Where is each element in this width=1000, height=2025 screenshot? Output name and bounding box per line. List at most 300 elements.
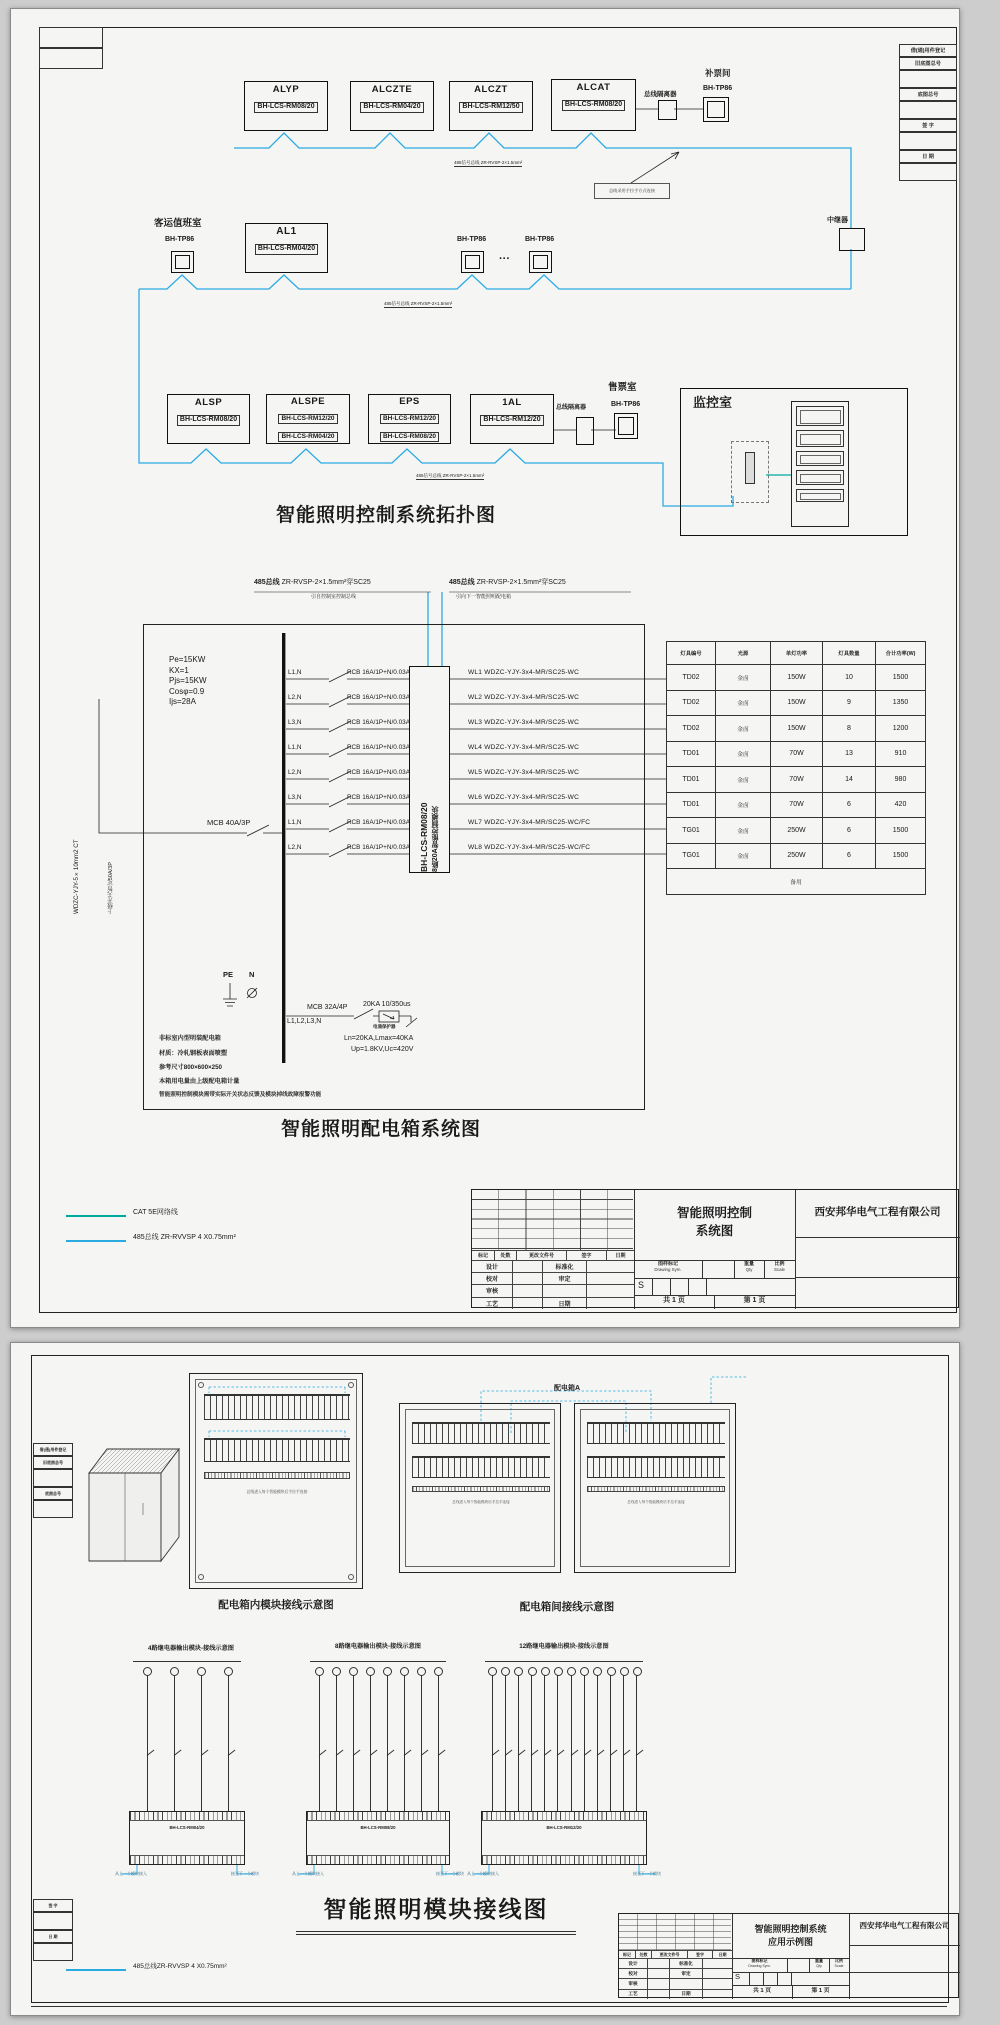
role-row <box>619 1978 732 1988</box>
cell: 1350 <box>876 690 926 716</box>
server-unit <box>745 452 755 484</box>
din-module-row <box>587 1422 725 1444</box>
in-note: 从上一个模块接入 <box>467 1871 499 1876</box>
cell: 13 <box>823 741 876 767</box>
terminal-strip <box>412 1486 550 1492</box>
panel-box-alcat <box>551 79 636 131</box>
title-underline <box>296 1931 576 1932</box>
lamp-icon <box>332 1667 341 1676</box>
pages-total: 共 1 页 <box>752 1988 772 1994</box>
room-label: 客运值班室 <box>154 218 202 229</box>
cell: 980 <box>876 767 926 793</box>
circuit <box>498 1662 511 1812</box>
company-name: 西安邦华电气工程有限公司 <box>859 1921 950 1930</box>
spd-param1: Ln=20KA,Lmax=40KA <box>344 1035 414 1042</box>
cell: 910 <box>876 741 926 767</box>
cell: 金卤 <box>716 843 771 869</box>
module-label: BH-LCS-RM12/20 <box>278 414 337 424</box>
cell: TD02 <box>667 716 716 742</box>
module-label: BH-LCS-RM08/20 <box>177 415 240 426</box>
lamp-icon <box>501 1667 510 1676</box>
rack-unit <box>796 451 844 466</box>
cell: 250W <box>771 818 823 844</box>
panel-note: 智能照明控制模块需带实际开关状态反馈及模块掉线故障报警功能 <box>159 1092 322 1098</box>
legend-line-485bus <box>66 1240 126 1242</box>
tb-label: 审核 <box>619 1978 647 1988</box>
cell: 150W <box>771 716 823 742</box>
calc-line: Pjs=15KW <box>169 676 207 685</box>
tb-label: 校对 <box>472 1272 512 1284</box>
bus-callout: 总线采用手拉手方式连接 <box>594 183 670 199</box>
module-label: BH-LCS-RM04/20 <box>360 102 423 113</box>
module-desc: 8路20A智能控制模块 <box>431 806 439 872</box>
panel-name: ALCZTE <box>371 84 413 95</box>
lamp-icon <box>197 1667 206 1676</box>
tb-label-en: Drawing Sym. <box>654 1267 682 1272</box>
din-module-row <box>204 1438 350 1462</box>
breaker: RCB 16A/1P+N/0.03A <box>346 719 410 726</box>
margin-label: 签 字 <box>899 119 957 132</box>
cell: 金卤 <box>716 690 771 716</box>
lamp-icon <box>400 1667 409 1676</box>
between-wiring-title: 配电箱间接线示意图 <box>519 1601 615 1613</box>
circuit <box>310 1662 327 1812</box>
module-model: BH-LCS-RM12/20 <box>546 1825 582 1830</box>
panel-name: 1AL <box>502 397 522 408</box>
tb-label-en: Drawing Sym. <box>748 1964 771 1968</box>
tb-label: 签字 <box>566 1250 606 1260</box>
terminal-strip <box>587 1486 725 1492</box>
circuit <box>429 1662 446 1812</box>
tp86-label: BH-TP86 <box>611 401 641 408</box>
weight-cell <box>734 1260 764 1278</box>
revision-header-row <box>619 1950 732 1958</box>
inner-wiring-title: 配电箱内模块接线示意图 <box>218 1599 334 1611</box>
pages-total: 共 1 页 <box>663 1297 685 1304</box>
tb-label: 标记 <box>472 1250 494 1260</box>
circuit <box>378 1662 395 1812</box>
role-row <box>619 1968 732 1978</box>
module-label: BH-LCS-RM08/20 <box>254 102 317 113</box>
sheet2-main-title: 智能照明模块接线图 <box>323 1897 549 1922</box>
touch-panel <box>614 413 638 439</box>
wl-label: WL3 WDZC-YJY-3x4-MR/SC25-WC <box>468 719 580 726</box>
cell: 金卤 <box>716 741 771 767</box>
system-diagram-title: 智能照明配电箱系统图 <box>280 1119 481 1140</box>
wl-label: WL2 WDZC-YJY-3x4-MR/SC25-WC <box>468 694 580 701</box>
fixture-table <box>666 641 926 895</box>
circuit <box>511 1662 524 1812</box>
module-model: BH-LCS-RM08/20 <box>418 802 429 872</box>
wl-label: WL8 WDZC-YJY-3x4-MR/SC25-WC/FC <box>468 844 591 851</box>
lamp-icon <box>143 1667 152 1676</box>
cell: 6 <box>823 843 876 869</box>
drawing-title-line2: 应用示例图 <box>767 1937 813 1947</box>
cell: 70W <box>771 767 823 793</box>
drawing-sym-cell <box>634 1260 702 1278</box>
repeater-box <box>839 228 865 251</box>
lamp-icon <box>488 1667 497 1676</box>
mod8-title: 8路继电器输出模块-接线示意图 <box>335 1643 421 1650</box>
lamp-icon <box>633 1667 642 1676</box>
circuit <box>551 1662 564 1812</box>
tb-label: 图样标记 <box>657 1261 678 1267</box>
cabinet-a-label: 配电箱A <box>554 1385 581 1392</box>
panel-note: 非标室内型明装配电箱 <box>159 1035 221 1042</box>
panel-note: 总线进入每个智能模块后手拉手连接 <box>452 1500 510 1504</box>
mod12-circuits <box>485 1661 643 1812</box>
cabinet-front-view <box>189 1373 363 1589</box>
lamp-icon <box>593 1667 602 1676</box>
cell: 10 <box>823 665 876 691</box>
cell: TD01 <box>667 741 716 767</box>
spd-phases: L1,L2,L3,N <box>287 1018 322 1025</box>
drawing-sym-cell <box>732 1958 787 1972</box>
main-breaker-label: MCB 40A/3P <box>207 818 251 827</box>
circuit <box>361 1662 378 1812</box>
bus485-spec: ZR-RVSP-2×1.5mm²穿SC25 <box>281 579 371 586</box>
circuit <box>538 1662 551 1812</box>
panel-note: 材质：冷轧钢板表面喷塑 <box>159 1050 228 1057</box>
bus-isolator <box>576 417 594 445</box>
tb-label: 重量 <box>743 1261 754 1267</box>
circuit <box>395 1662 412 1812</box>
breaker: RCB 16A/1P+N/0.03A <box>346 794 410 801</box>
circuit <box>590 1662 603 1812</box>
cell: TD01 <box>667 767 716 793</box>
cell: 8 <box>823 716 876 742</box>
circuit <box>214 1662 241 1812</box>
breaker: RCB 16A/1P+N/0.03A <box>346 819 410 826</box>
tp86-label: BH-TP86 <box>457 236 487 243</box>
spd-breaker: MCB 32A/4P <box>307 1004 348 1011</box>
screw <box>348 1382 354 1388</box>
din-module-row <box>412 1456 550 1478</box>
cell: 金卤 <box>716 818 771 844</box>
tb-label-en: Qty <box>816 1964 822 1968</box>
in-note: 从上一个模块接入 <box>115 1871 147 1876</box>
lamp-icon <box>541 1667 550 1676</box>
tb-label-en: Scale <box>834 1964 844 1968</box>
lamp-icon <box>580 1667 589 1676</box>
din-module-row <box>412 1422 550 1444</box>
spd-rating: 20KA 10/350us <box>363 1001 411 1008</box>
breaker: RCB 16A/1P+N/0.03A <box>346 769 410 776</box>
lamp-icon <box>349 1667 358 1676</box>
cell: 1500 <box>876 843 926 869</box>
cell: 1500 <box>876 665 926 691</box>
screw <box>198 1574 204 1580</box>
panel-box-alczt <box>449 81 533 131</box>
panel-b-view <box>574 1403 736 1573</box>
monitor-room-label: 监控室 <box>693 395 733 410</box>
mod4-captions <box>115 1871 259 1877</box>
mod12-title: 12路继电器输出模块-接线示意图 <box>519 1643 609 1650</box>
col-header: 光源 <box>716 642 771 665</box>
bus485-spec: ZR-RVSP-2×1.5mm²穿SC25 <box>476 579 566 586</box>
circuit <box>630 1662 643 1812</box>
margin-label: 签 字 <box>33 1899 73 1912</box>
bus-note: 485信号总线 ZR-RVSP-2×1.5mm² <box>384 301 453 306</box>
panel-name: ALCAT <box>576 82 611 93</box>
panel-note: 总线进入每个智能模块后手拉手连接 <box>627 1500 685 1504</box>
cell: 金卤 <box>716 767 771 793</box>
smart-module-box <box>409 666 450 873</box>
terminal-strip <box>204 1472 350 1479</box>
panel-box-1al <box>470 394 554 444</box>
tb-label: 更改文件号 <box>516 1250 566 1260</box>
tp86-label: BH-TP86 <box>165 236 195 243</box>
sheet-2 <box>10 1342 960 2016</box>
panel-name: EPS <box>399 396 420 407</box>
touch-panel <box>529 251 552 273</box>
wl-label: WL7 WDZC-YJY-3x4-MR/SC25-WC/FC <box>468 819 591 826</box>
calc-line: Cosφ=0.9 <box>169 686 205 696</box>
circuit <box>485 1662 498 1812</box>
panel-box-alsp <box>167 394 250 444</box>
calc-line: Ijs=28A <box>169 697 196 706</box>
breaker: RCB 16A/1P+N/0.03A <box>346 744 410 751</box>
bus485-name: 485总线 <box>254 579 280 586</box>
legend-line-cat5e <box>66 1215 126 1217</box>
touch-panel <box>171 251 194 273</box>
spare-row: 备用 <box>667 869 926 895</box>
lamp-icon <box>514 1667 523 1676</box>
bus-isolator <box>658 100 677 120</box>
bus485-left-label <box>254 579 371 587</box>
stage-mark: S <box>638 1280 645 1290</box>
circuit <box>577 1662 590 1812</box>
tb-label: 工艺 <box>472 1297 512 1309</box>
cell: 9 <box>823 690 876 716</box>
tb-label: 校对 <box>619 1968 647 1978</box>
cell: 6 <box>823 792 876 818</box>
revision-grid <box>472 1190 633 1251</box>
circuit <box>412 1662 429 1812</box>
module-label: BH-LCS-RM08/20 <box>562 100 625 111</box>
tb-label-en: Qty <box>745 1267 753 1272</box>
lamp-icon <box>383 1667 392 1676</box>
col-header: 合计功率(W) <box>876 642 926 665</box>
cell: TD01 <box>667 792 716 818</box>
drawing-title-line1: 智能照明控制 <box>676 1206 752 1220</box>
equipment-rack <box>791 401 849 527</box>
cell: 420 <box>876 792 926 818</box>
out-note: 接至下一个模块 <box>633 1871 661 1876</box>
col-header: 单灯功率 <box>771 642 823 665</box>
cell: TD02 <box>667 690 716 716</box>
page-number: 第 1 页 <box>743 1297 766 1304</box>
n-label: N <box>249 970 255 979</box>
bus485-right-note: 引向下一智能照明配电箱 <box>456 594 512 600</box>
rack-unit <box>796 489 844 502</box>
cell: 金卤 <box>716 792 771 818</box>
bus485-right-label <box>449 579 566 587</box>
calc-line: KX=1 <box>169 665 189 675</box>
tb-label: 设计 <box>619 1958 647 1968</box>
mod8-captions <box>292 1871 464 1877</box>
panel-box-al1 <box>245 223 328 273</box>
lamp-icon <box>607 1667 616 1676</box>
phase: L2,N <box>288 769 302 776</box>
out-note: 接至下一个模块 <box>436 1871 464 1876</box>
legend-line-485bus <box>66 1969 126 1971</box>
breaker: RCB 16A/1P+N/0.03A <box>346 669 410 676</box>
circuit <box>344 1662 361 1812</box>
tb-label: 日期 <box>542 1297 586 1309</box>
lamp-icon <box>417 1667 426 1676</box>
lamp-icon <box>434 1667 443 1676</box>
mod12-box <box>481 1811 647 1865</box>
upstream-breaker-label: 上级开关暂定50A/3P <box>108 862 114 914</box>
drawing-title-line1: 智能照明控制系统 <box>754 1924 827 1934</box>
margin-label: 日 期 <box>33 1930 73 1943</box>
col-header: 灯具数量 <box>823 642 876 665</box>
pe-label: PE <box>223 970 234 979</box>
phase: L2,N <box>288 844 302 851</box>
ellipsis: ··· <box>499 253 510 265</box>
cell: TG01 <box>667 818 716 844</box>
margin-label: 日 期 <box>899 150 957 163</box>
scale-cell <box>829 1958 849 1972</box>
margin-label: 借(通)用件登记 <box>899 44 957 57</box>
tb-label: 审定 <box>542 1272 586 1284</box>
incoming-cable-label: WDZC-YJY-5×10mm2 CT <box>73 839 80 914</box>
din-module-row <box>204 1394 350 1420</box>
tb-label: 日期 <box>669 1989 702 1999</box>
tb-label: 审核 <box>472 1284 512 1296</box>
circuit <box>133 1662 160 1812</box>
module-model: BH-LCS-RM04/20 <box>169 1825 205 1830</box>
tb-label: 设计 <box>472 1260 512 1272</box>
lamp-icon <box>170 1667 179 1676</box>
cell: TD02 <box>667 665 716 691</box>
bus-note: 485信号总线 ZR-RVSP-2×1.5mm² <box>416 473 485 478</box>
legend-label: 485总线 ZR-RVVSP 4 X0.75mm² <box>133 1234 236 1241</box>
mod12-captions <box>467 1871 661 1877</box>
wl-label: WL1 WDZC-YJY-3x4-MR/SC25-WC <box>468 669 580 676</box>
bus485-name: 485总线 <box>449 579 475 586</box>
tb-label: 处数 <box>635 1950 651 1958</box>
breaker: RCB 16A/1P+N/0.03A <box>346 844 410 851</box>
touch-panel <box>461 251 484 273</box>
circuit <box>604 1662 617 1812</box>
lamp-icon <box>528 1667 537 1676</box>
screw <box>198 1382 204 1388</box>
margin-label: 旧底图总号 <box>33 1456 73 1469</box>
drawing-title <box>732 1923 849 1949</box>
legend-label: CAT 5E网络线 <box>133 1209 178 1216</box>
circuit <box>327 1662 344 1812</box>
panel-note: 参考尺寸800×600×250 <box>159 1064 222 1071</box>
margin-label: 借(通)用件登记 <box>33 1443 73 1456</box>
legend-label: 485总线ZR-RVVSP 4 X0.75mm² <box>133 1963 227 1970</box>
repeater-label: 中继器 <box>827 217 848 224</box>
tb-label: 工艺 <box>619 1989 647 1999</box>
bus485-left-note: 引自控制室控制总线 <box>311 594 357 600</box>
title-block <box>471 1189 959 1308</box>
title-block <box>618 1913 959 1998</box>
circuit <box>160 1662 187 1812</box>
tb-label: 标准化 <box>542 1260 586 1272</box>
tp86-label: BH-TP86 <box>525 236 555 243</box>
module-label: BH-LCS-RM04/20 <box>255 244 318 255</box>
mod4-title: 4路继电器输出模块-接线示意图 <box>148 1645 234 1652</box>
company-name: 西安邦华电气工程有限公司 <box>814 1206 941 1218</box>
touch-panel <box>703 97 729 122</box>
revision-grid <box>619 1914 731 1951</box>
isolator-label: 总线隔离器 <box>556 405 587 411</box>
cell: 250W <box>771 843 823 869</box>
scale-cell <box>764 1260 795 1278</box>
tb-label-en: Scale <box>774 1267 785 1272</box>
lamp-icon <box>567 1667 576 1676</box>
cell: 金卤 <box>716 716 771 742</box>
role-row <box>619 1958 732 1968</box>
title-underline <box>296 1934 576 1935</box>
revision-header-row <box>472 1250 634 1260</box>
out-note: 接至下一个模块 <box>231 1871 259 1876</box>
drawing-title <box>634 1204 795 1240</box>
role-row <box>472 1297 634 1309</box>
tb-label: 更改文件号 <box>651 1950 687 1958</box>
page-number: 第 1 页 <box>811 1988 830 1994</box>
cell: 14 <box>823 767 876 793</box>
tb-label: 比例 <box>835 1958 843 1963</box>
cell: 150W <box>771 665 823 691</box>
rack-unit <box>796 406 844 426</box>
module-label: BH-LCS-RM12/20 <box>480 415 543 426</box>
panel-name: ALYP <box>272 84 300 95</box>
lamp-icon <box>224 1667 233 1676</box>
circuit <box>617 1662 630 1812</box>
phase: L3,N <box>288 719 302 726</box>
phase: L3,N <box>288 794 302 801</box>
spd-param2: Up=1.8KV,Uc=420V <box>351 1046 414 1053</box>
cell: TG01 <box>667 843 716 869</box>
lamp-icon <box>315 1667 324 1676</box>
circuit <box>564 1662 577 1812</box>
screw <box>348 1574 354 1580</box>
cell: 6 <box>823 818 876 844</box>
phase: L1,N <box>288 744 302 751</box>
phase: L1,N <box>288 669 302 676</box>
stage-mark: S <box>735 1972 741 1981</box>
cabinet-note: 总线进入每个智能模块后手拉手连接 <box>246 1490 308 1494</box>
cell: 金卤 <box>716 665 771 691</box>
panel-name: ALSP <box>194 397 223 408</box>
tb-label: 处数 <box>494 1250 516 1260</box>
bus-note: 485信号总线 ZR-RVSP-2×1.5mm² <box>454 160 523 165</box>
weight-cell <box>809 1958 829 1972</box>
server-dashed-box <box>731 441 769 503</box>
tb-label: 重量 <box>815 1958 823 1963</box>
role-row <box>472 1272 634 1284</box>
calc-line: Pe=15KW <box>169 655 206 664</box>
mod4-box <box>129 1811 245 1865</box>
spd-name: 电涌保护器 <box>373 1024 396 1029</box>
cell: 1500 <box>876 818 926 844</box>
din-module-row <box>587 1456 725 1478</box>
panel-name: ALSPE <box>290 396 326 407</box>
cell: 70W <box>771 741 823 767</box>
tb-label: 签字 <box>687 1950 712 1958</box>
phase: L2,N <box>288 694 302 701</box>
tb-label: 审定 <box>669 1968 702 1978</box>
cell: 70W <box>771 792 823 818</box>
isolator-label: 总线隔离器 <box>644 91 677 98</box>
circuit <box>525 1662 538 1812</box>
